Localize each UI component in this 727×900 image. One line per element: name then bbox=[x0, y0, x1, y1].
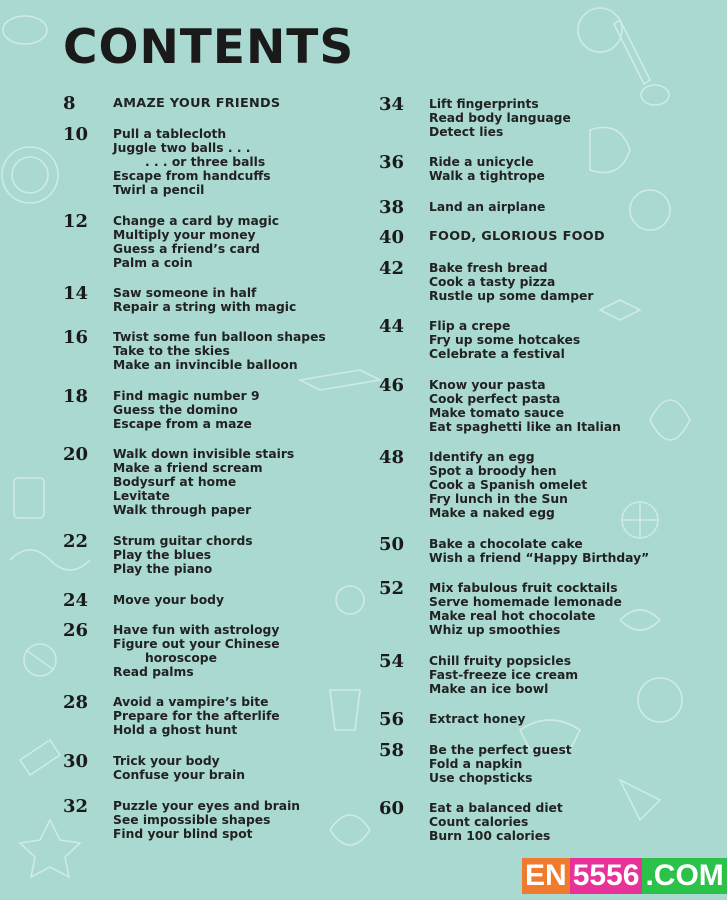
toc-item: Twirl a pencil bbox=[113, 183, 205, 197]
page-number: 14 bbox=[63, 283, 89, 304]
toc-item: Be the perfect guest bbox=[429, 743, 572, 757]
toc-item: Juggle two balls . . . bbox=[113, 141, 251, 155]
toc-item: Take to the skies bbox=[113, 344, 230, 358]
toc-item: Change a card by magic bbox=[113, 214, 280, 228]
toc-item: Fry lunch in the Sun bbox=[429, 492, 568, 506]
toc-item: Twist some fun balloon shapes bbox=[113, 330, 326, 344]
toc-item: Escape from a maze bbox=[113, 417, 252, 431]
page-number: 46 bbox=[379, 375, 405, 396]
toc-item: Eat a balanced diet bbox=[429, 801, 563, 815]
page-number: 8 bbox=[63, 93, 76, 114]
toc-item: Flip a crepe bbox=[429, 319, 511, 333]
page-number: 24 bbox=[63, 590, 89, 611]
page-number: 60 bbox=[379, 798, 405, 819]
toc-item: Guess a friend’s card bbox=[113, 242, 260, 256]
toc-item: Bodysurf at home bbox=[113, 475, 237, 489]
toc-item: See impossible shapes bbox=[113, 813, 271, 827]
toc-item: Play the piano bbox=[113, 562, 213, 576]
page-number: 44 bbox=[379, 316, 405, 337]
toc-item: Repair a string with magic bbox=[113, 300, 297, 314]
page-title: CONTENTS bbox=[63, 20, 355, 75]
toc-item: Find your blind spot bbox=[113, 827, 253, 841]
toc-item: Guess the domino bbox=[113, 403, 238, 417]
toc-item: Have fun with astrology bbox=[113, 623, 280, 637]
toc-item: Read palms bbox=[113, 665, 194, 679]
toc-item: Extract honey bbox=[429, 712, 526, 726]
toc-item: Walk down invisible stairs bbox=[113, 447, 295, 461]
toc-item: Chill fruity popsicles bbox=[429, 654, 572, 668]
toc-item: Know your pasta bbox=[429, 378, 546, 392]
toc-item: Saw someone in half bbox=[113, 286, 257, 300]
page-number: 20 bbox=[63, 444, 89, 465]
toc-item: Avoid a vampire’s bite bbox=[113, 695, 269, 709]
toc-item: Walk a tightrope bbox=[429, 169, 545, 183]
toc-item: Trick your body bbox=[113, 754, 220, 768]
toc-item: Make tomato sauce bbox=[429, 406, 565, 420]
toc-item: Spot a broody hen bbox=[429, 464, 557, 478]
toc-item: Serve homemade lemonade bbox=[429, 595, 622, 609]
toc-item: Detect lies bbox=[429, 125, 504, 139]
toc-item: Pull a tablecloth bbox=[113, 127, 227, 141]
page-number: 28 bbox=[63, 692, 89, 713]
toc-item: Multiply your money bbox=[113, 228, 256, 242]
page-number: 26 bbox=[63, 620, 89, 641]
toc-item: Bake a chocolate cake bbox=[429, 537, 583, 551]
page-number: 54 bbox=[379, 651, 405, 672]
toc-item: Identify an egg bbox=[429, 450, 535, 464]
toc-item: Find magic number 9 bbox=[113, 389, 260, 403]
toc-item: Play the blues bbox=[113, 548, 212, 562]
watermark-part: 5556 bbox=[570, 858, 643, 894]
toc-item: Whiz up smoothies bbox=[429, 623, 561, 637]
toc-item: Figure out your Chinese bbox=[113, 637, 280, 651]
toc-item: Read body language bbox=[429, 111, 571, 125]
toc-item: Cook a Spanish omelet bbox=[429, 478, 588, 492]
toc-item: Walk through paper bbox=[113, 503, 252, 517]
toc-item: Eat spaghetti like an Italian bbox=[429, 420, 621, 434]
page-number: 40 bbox=[379, 227, 405, 248]
page-number: 58 bbox=[379, 740, 405, 761]
toc-item: Palm a coin bbox=[113, 256, 193, 270]
section-heading: FOOD, GLORIOUS FOOD bbox=[429, 229, 605, 244]
page-number: 52 bbox=[379, 578, 405, 599]
toc-item: Celebrate a festival bbox=[429, 347, 565, 361]
page-number: 30 bbox=[63, 751, 89, 772]
page-number: 42 bbox=[379, 258, 405, 279]
page-number: 10 bbox=[63, 124, 89, 145]
toc-item: Levitate bbox=[113, 489, 170, 503]
page-number: 34 bbox=[379, 94, 405, 115]
toc-item: Make an ice bowl bbox=[429, 682, 549, 696]
toc-item: Burn 100 calories bbox=[429, 829, 551, 843]
toc-item: Escape from handcuffs bbox=[113, 169, 271, 183]
toc-item: . . . or three balls bbox=[145, 155, 266, 169]
toc-item: Wish a friend “Happy Birthday” bbox=[429, 551, 650, 565]
page-number: 18 bbox=[63, 386, 89, 407]
page-number: 38 bbox=[379, 197, 405, 218]
toc-item: Make an invincible balloon bbox=[113, 358, 298, 372]
toc-item: Land an airplane bbox=[429, 200, 546, 214]
toc-item: Rustle up some damper bbox=[429, 289, 594, 303]
toc-item: Cook a tasty pizza bbox=[429, 275, 556, 289]
page-number: 50 bbox=[379, 534, 405, 555]
page-number: 12 bbox=[63, 211, 89, 232]
toc-item: Count calories bbox=[429, 815, 529, 829]
watermark-part: .COM bbox=[642, 858, 726, 894]
toc-item: Make a friend scream bbox=[113, 461, 263, 475]
section-heading: AMAZE YOUR FRIENDS bbox=[113, 96, 281, 111]
page-number: 22 bbox=[63, 531, 89, 552]
toc-item: Fold a napkin bbox=[429, 757, 523, 771]
toc-item: Bake fresh bread bbox=[429, 261, 548, 275]
page-number: 36 bbox=[379, 152, 405, 173]
toc-item: Strum guitar chords bbox=[113, 534, 253, 548]
toc-item: Make a naked egg bbox=[429, 506, 555, 520]
watermark-part: EN bbox=[522, 858, 570, 894]
toc-item: Hold a ghost hunt bbox=[113, 723, 238, 737]
toc-item: Use chopsticks bbox=[429, 771, 533, 785]
toc-item: horoscope bbox=[145, 651, 217, 665]
toc-item: Lift fingerprints bbox=[429, 97, 539, 111]
toc-item: Fry up some hotcakes bbox=[429, 333, 581, 347]
page-number: 56 bbox=[379, 709, 405, 730]
toc-item: Ride a unicycle bbox=[429, 155, 534, 169]
page-number: 16 bbox=[63, 327, 89, 348]
toc-item: Mix fabulous fruit cocktails bbox=[429, 581, 618, 595]
toc-item: Puzzle your eyes and brain bbox=[113, 799, 301, 813]
page-number: 32 bbox=[63, 796, 89, 817]
toc-item: Fast-freeze ice cream bbox=[429, 668, 579, 682]
toc-item: Cook perfect pasta bbox=[429, 392, 561, 406]
page-number: 48 bbox=[379, 447, 405, 468]
toc-item: Move your body bbox=[113, 593, 224, 607]
watermark-logo bbox=[522, 858, 727, 894]
toc-item: Confuse your brain bbox=[113, 768, 245, 782]
toc-item: Make real hot chocolate bbox=[429, 609, 596, 623]
toc-item: Prepare for the afterlife bbox=[113, 709, 280, 723]
